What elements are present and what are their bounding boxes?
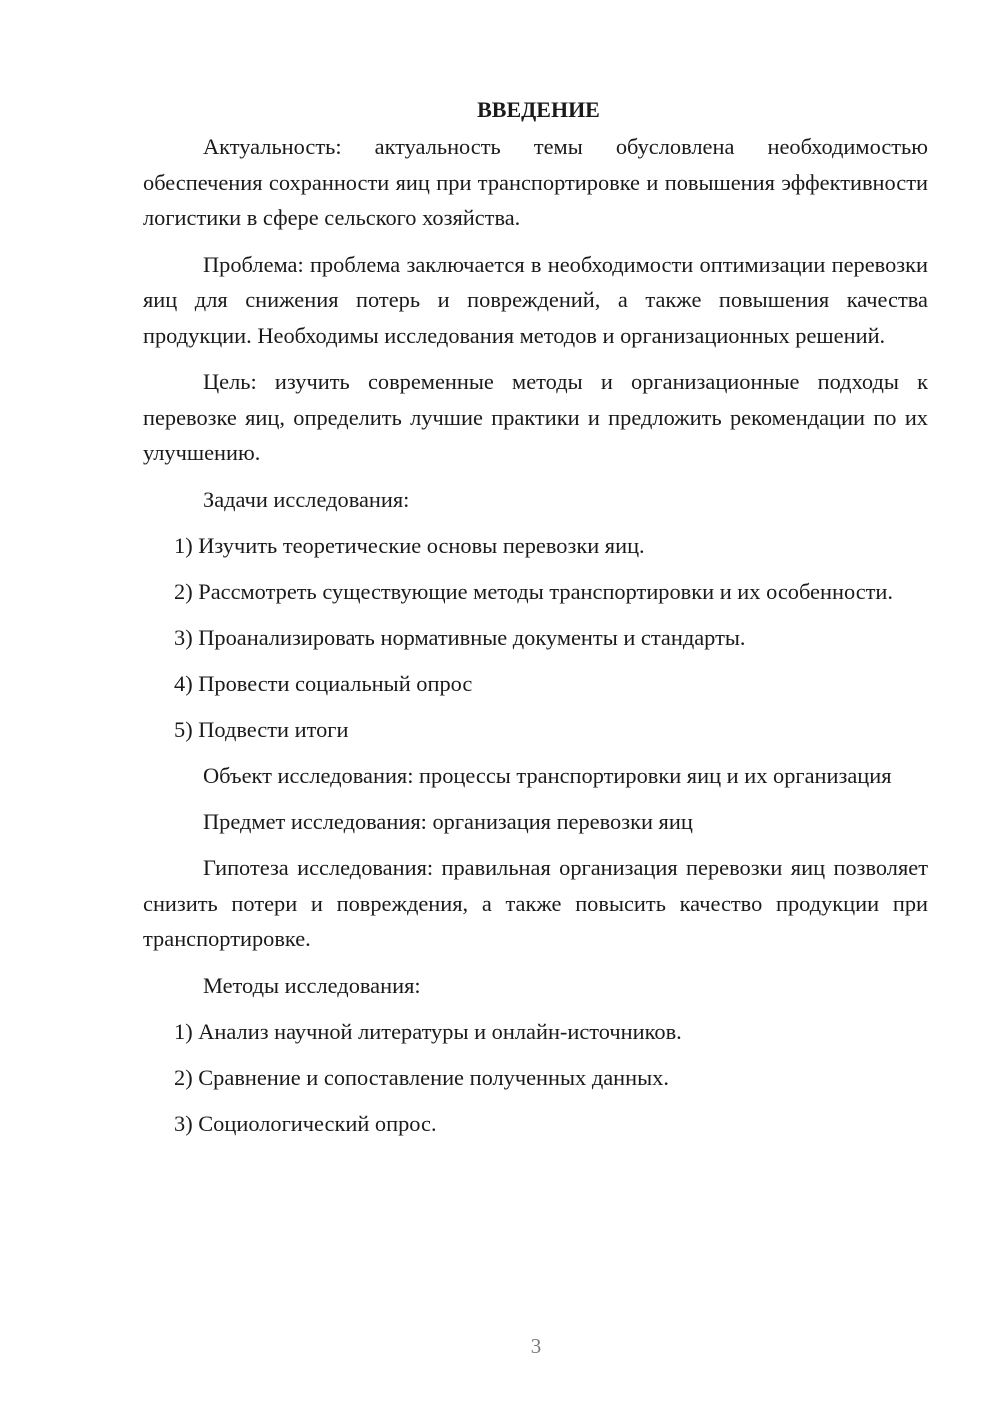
task-item: 2) Рассмотреть существующие методы транспортировки и их особенности. bbox=[174, 578, 894, 604]
hypothesis-paragraph: Гипотеза исследования: правильная организация перевозки яиц позволяет снизить потери и повреждения, а также повысить качество продукции при транспортировке. bbox=[143, 855, 928, 951]
task-item: 3) Проанализировать нормативные документы и стандарты. bbox=[174, 624, 746, 650]
method-item: 2) Сравнение и сопоставление полученных данных. bbox=[174, 1064, 669, 1090]
document-title: ВВЕДЕНИЕ bbox=[477, 97, 600, 122]
tasks-heading: Задачи исследования: bbox=[203, 486, 410, 512]
method-item: 1) Анализ научной литературы и онлайн-источников. bbox=[174, 1018, 682, 1044]
object-paragraph: Объект исследования: процессы транспортировки яиц и их организация bbox=[203, 762, 892, 788]
problem-paragraph: Проблема: проблема заключается в необходимости оптимизации перевозки яиц для снижения потерь и повреждений, а также повышения качества продукции. Необходимы исследования методов и организационных решений. bbox=[143, 251, 928, 348]
subject-paragraph: Предмет исследования: организация перевозки яиц bbox=[203, 809, 693, 834]
task-item: 5) Подвести итоги bbox=[174, 716, 349, 742]
document-page bbox=[143, 92, 928, 1152]
task-item: 4) Провести социальный опрос bbox=[174, 670, 473, 696]
goal-paragraph: Цель: изучить современные методы и организационные подходы к перевозке яиц, определить лучшие практики и предложить рекомендации по их улучшению. bbox=[143, 369, 928, 465]
task-item: 1) Изучить теоретические основы перевозки яиц. bbox=[174, 532, 645, 558]
page-number: 3 bbox=[530, 1334, 542, 1358]
relevance-paragraph: Актуальность: актуальность темы обусловлена необходимостью обеспечения сохранности яиц при транспортировке и повышения эффективности логистики в сфере сельского хозяйства. bbox=[143, 134, 928, 230]
methods-heading: Методы исследования: bbox=[203, 972, 421, 998]
method-item: 3) Социологический опрос. bbox=[174, 1110, 437, 1136]
